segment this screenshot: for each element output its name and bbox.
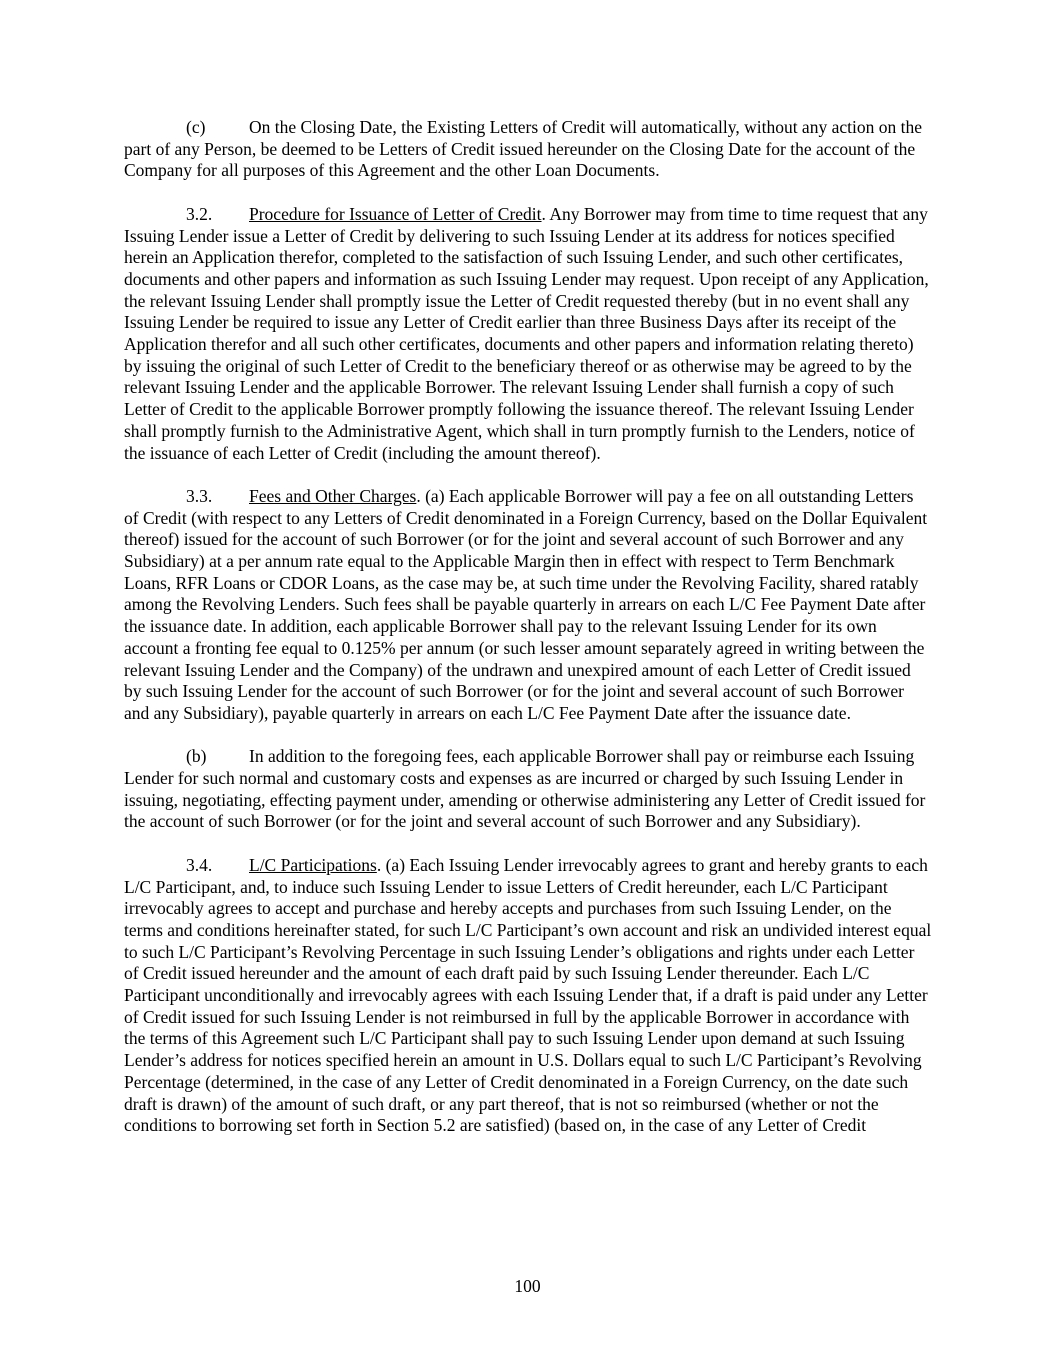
section-3-4 [124, 855, 932, 1137]
paragraph-label: (c) [186, 117, 206, 137]
section-number: 3.4. [186, 854, 213, 875]
page-number: 100 [514, 1276, 541, 1296]
paragraph-c [124, 117, 932, 182]
section-number: 3.2. [186, 203, 213, 224]
paragraph-text: . Any Borrower may from time to time request that any Issuing Lender issue a Letter of Credit by delivering to such Issuing Lender at its address for notices specified herein an Application therefor, completed to the satisfaction of such Issuing Lender, and such other certificates, documents and other papers and information as such Issuing Lender may request. Upon receipt of any Application, the relevant Issuing Lender shall promptly issue the Letter of Credit requested thereby (but in no event shall any Issuing Lender be required to issue any Letter of Credit earlier than three Business Days after its receipt of the Application therefor and all such other certificates, documents and other papers and information relating thereto) by issuing the original of such Letter of Credit to the beneficiary thereof or as otherwise may be agreed to by the relevant Issuing Lender and the applicable Borrower. The relevant Issuing Lender shall furnish a copy of such Letter of Credit to the applicable Borrower promptly following the issuance thereof. The relevant Issuing Lender shall promptly furnish to the Administrative Agent, which shall in turn promptly furnish to the Lenders, notice of the issuance of each Letter of Credit (including the amount thereof). [124, 203, 929, 463]
paragraph-label: (b) [186, 746, 207, 767]
document-body [124, 117, 932, 1159]
section-heading: Fees and Other Charges [249, 485, 417, 506]
section-3-3 [124, 486, 932, 725]
section-heading: L/C Participations [249, 854, 377, 875]
paragraph-text: . (a) Each Issuing Lender irrevocably agrees to grant and hereby grants to each L/C Participant, and, to induce such Issuing Lender to issue Letters of Credit hereunder, each L/C Participant irrevocably agrees to accept and purchase and hereby accepts and purchases from such Issuing Lender, on the terms and conditions hereinafter stated, for such L/C Participant’s own account and risk an undivided interest equal to such L/C Participant’s Revolving Percentage in such Issuing Lender’s obligations and rights under each Letter of Credit issued hereunder and the amount of each draft paid by such Issuing Lender thereunder. Each L/C Participant unconditionally and irrevocably agrees with each Issuing Lender that, if a draft is paid under any Letter of Credit issued for such Issuing Lender is not reimbursed in full by the applicable Borrower in accordance with the terms of this Agreement such L/C Participant shall pay to such Issuing Lender upon demand at such Issuing Lender’s address for notices specified herein an amount in U.S. Dollars equal to such L/C Participant’s Revolving Percentage (determined, in the case of any Letter of Credit denominated in a Foreign Currency, on the date such draft is drawn) of the amount of such draft, or any part thereof, that is not so reimbursed (whether or not the conditions to borrowing set forth in Section 5.2 are satisfied) (based on, in the case of any Letter of Credit [124, 854, 932, 1136]
section-3-2 [124, 204, 932, 464]
section-heading: Procedure for Issuance of Letter of Credit [249, 203, 542, 224]
section-number: 3.3. [186, 485, 213, 506]
paragraph-text: . (a) Each applicable Borrower will pay a fee on all outstanding Letters of Credit (with respect to any Letters of Credit denominated in a Foreign Currency, based on the Dollar Equivalent thereof) issued for the account of such Borrower (or for the joint and several account of such Borrower and any Subsidiary) at a per annum rate equal to the Applicable Margin then in effect with respect to Term Benchmark Loans, RFR Loans or CDOR Loans, as the case may be, at such time under the Revolving Facility, shared ratably among the Revolving Lenders. Such fees shall be payable quarterly in arrears on each L/C Fee Payment Date after the issuance date. In addition, each applicable Borrower shall pay to the relevant Issuing Lender for its own account a fronting fee equal to 0.125% per annum (or such lesser amount separately agreed in writing between the relevant Issuing Lender and the Company) of the undrawn and unexpired amount of each Letter of Credit issued by such Issuing Lender for the account of such Borrower (or for the joint and several account of such Borrower and any Subsidiary), payable quarterly in arrears on each L/C Fee Payment Date after the issuance date. [124, 485, 928, 723]
paragraph-text: On the Closing Date, the Existing Letters of Credit will automatically, without any action on the part of any Person, be deemed to be Letters of Credit issued hereunder on the Closing Date for the account of the Company for all purposes of this Agreement and the other Loan Documents. [124, 117, 922, 181]
paragraph-b [124, 746, 932, 833]
paragraph-text: In addition to the foregoing fees, each applicable Borrower shall pay or reimburse each Issuing Lender for such normal and customary costs and expenses as are incurred or charged by such Issuing Lender in issuing, negotiating, effecting payment under, amending or otherwise administering any Letter of Credit issued for the account of such Borrower (or for the joint and several account of such Borrower and any Subsidiary). [124, 746, 926, 832]
